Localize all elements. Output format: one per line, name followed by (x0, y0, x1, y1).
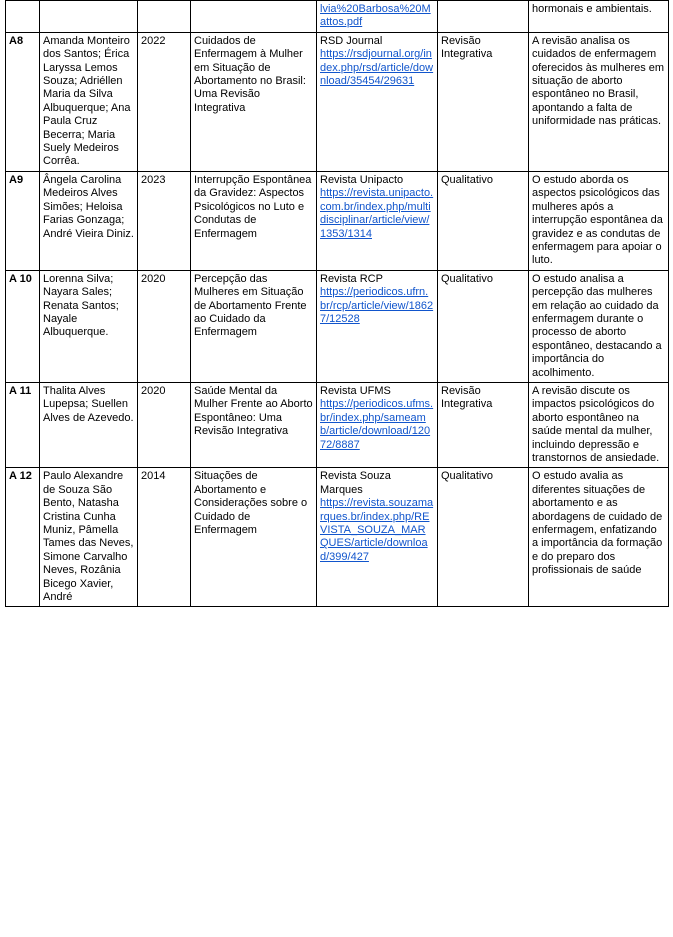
cell-method: Revisão Integrativa (438, 32, 529, 171)
cell-source (317, 171, 438, 270)
cell-title: Percepção das Mulheres em Situação de Abortamento Frente ao Cuidado da Enfermagem (191, 270, 317, 382)
cell-title: Cuidados de Enfermagem à Mulher em Situação de Abortamento no Brasil: Uma Revisão Integrativa (191, 32, 317, 171)
cell-year: 2020 (138, 270, 191, 382)
cell-title: Situações de Abortamento e Considerações sobre o Cuidado de Enfermagem (191, 468, 317, 607)
cell-id: A9 (6, 171, 40, 270)
source-link[interactable]: https://periodicos.ufrn.br/rcp/article/view/18627/12528 (320, 286, 434, 325)
cell-summary: O estudo aborda os aspectos psicológicos das mulheres após a interrupção espontânea da gravidez e as condutas de enfermagem para apoiar o luto. (529, 171, 669, 270)
cell-year: 2022 (138, 32, 191, 171)
cell-source (317, 1, 438, 33)
cell-authors: Paulo Alexandre de Souza São Bento, Natasha Cristina Cunha Muniz, Pâmella Tames das Neves, Simone Carvalho Neves, Rozânia Bicego Xavier, André (40, 468, 138, 607)
cell-authors (40, 1, 138, 33)
cell-authors: Lorenna Silva; Nayara Sales; Renata Santos; Nayale Albuquerque. (40, 270, 138, 382)
cell-summary: hormonais e ambientais. (529, 1, 669, 33)
cell-authors: Amanda Monteiro dos Santos; Érica Laryssa Lemos Souza; Adriéllen Maria da Silva Albuquerque; Ana Paula Cruz Becerra; Maria Suely Medeiros Corrêa. (40, 32, 138, 171)
cell-authors: Ângela Carolina Medeiros Alves Simões; Heloisa Farias Gonzaga; André Vieira Diniz. (40, 171, 138, 270)
table-row (6, 270, 669, 382)
cell-method: Qualitativo (438, 270, 529, 382)
cell-summary: A revisão discute os impactos psicológicos do aborto espontâneo na saúde mental da mulher, incluindo depressão e transtornos de ansiedade. (529, 382, 669, 467)
cell-id: A 10 (6, 270, 40, 382)
cell-title: Interrupção Espontânea da Gravidez: Aspectos Psicológicos no Luto e Condutas de Enfermagem (191, 171, 317, 270)
cell-method (438, 1, 529, 33)
cell-year: 2023 (138, 171, 191, 270)
table-row (6, 468, 669, 607)
cell-summary: O estudo avalia as diferentes situações de abortamento e as abordagens de cuidado de enfermagem, enfatizando a importância da formação e do preparo dos profissionais de saúde (529, 468, 669, 607)
cell-source (317, 382, 438, 467)
cell-id: A8 (6, 32, 40, 171)
table-row (6, 32, 669, 171)
cell-method: Qualitativo (438, 171, 529, 270)
cell-year: 2014 (138, 468, 191, 607)
cell-summary: O estudo analisa a percepção das mulheres em relação ao cuidado da enfermagem durante o processo de aborto espontâneo, destacando a importância do acolhimento. (529, 270, 669, 382)
table-body (6, 1, 669, 607)
table-row (6, 171, 669, 270)
source-link[interactable]: https://revista.souzamarques.br/index.php/REVISTA_SOUZA_MARQUES/article/download/399/427 (320, 497, 434, 563)
source-name: Revista UFMS (320, 384, 391, 397)
cell-title (191, 1, 317, 33)
cell-method: Revisão Integrativa (438, 382, 529, 467)
cell-year: 2020 (138, 382, 191, 467)
cell-source (317, 468, 438, 607)
cell-title: Saúde Mental da Mulher Frente ao Aborto Espontâneo: Uma Revisão Integrativa (191, 382, 317, 467)
source-name: Revista RCP (320, 272, 383, 285)
evidence-table (5, 0, 669, 607)
source-link[interactable]: https://rsdjournal.org/index.php/rsd/article/download/35454/29631 (320, 48, 434, 88)
source-link[interactable]: https://revista.unipacto.com.br/index.php/multidisciplinar/article/view/1353/1314 (320, 187, 434, 240)
table-row (6, 382, 669, 467)
cell-authors: Thalita Alves Lupepsa; Suellen Alves de Azevedo. (40, 382, 138, 467)
cell-method: Qualitativo (438, 468, 529, 607)
cell-id: A 12 (6, 468, 40, 607)
source-link[interactable]: lvia%20Barbosa%20Mattos.pdf (320, 3, 431, 29)
cell-id (6, 1, 40, 33)
table-row (6, 1, 669, 33)
cell-year (138, 1, 191, 33)
source-name: Revista Unipacto (320, 173, 404, 186)
cell-summary: A revisão analisa os cuidados de enfermagem oferecidos às mulheres em situação de aborto espontâneo no Brasil, apontando a falta de uniformidade nas práticas. (529, 32, 669, 171)
cell-id: A 11 (6, 382, 40, 467)
cell-source (317, 32, 438, 171)
source-link[interactable]: https://periodicos.ufms.br/index.php/sameamb/article/download/12072/8887 (320, 398, 434, 451)
source-name: RSD Journal (320, 34, 383, 47)
source-name: Revista Souza Marques (320, 470, 391, 496)
cell-source (317, 270, 438, 382)
